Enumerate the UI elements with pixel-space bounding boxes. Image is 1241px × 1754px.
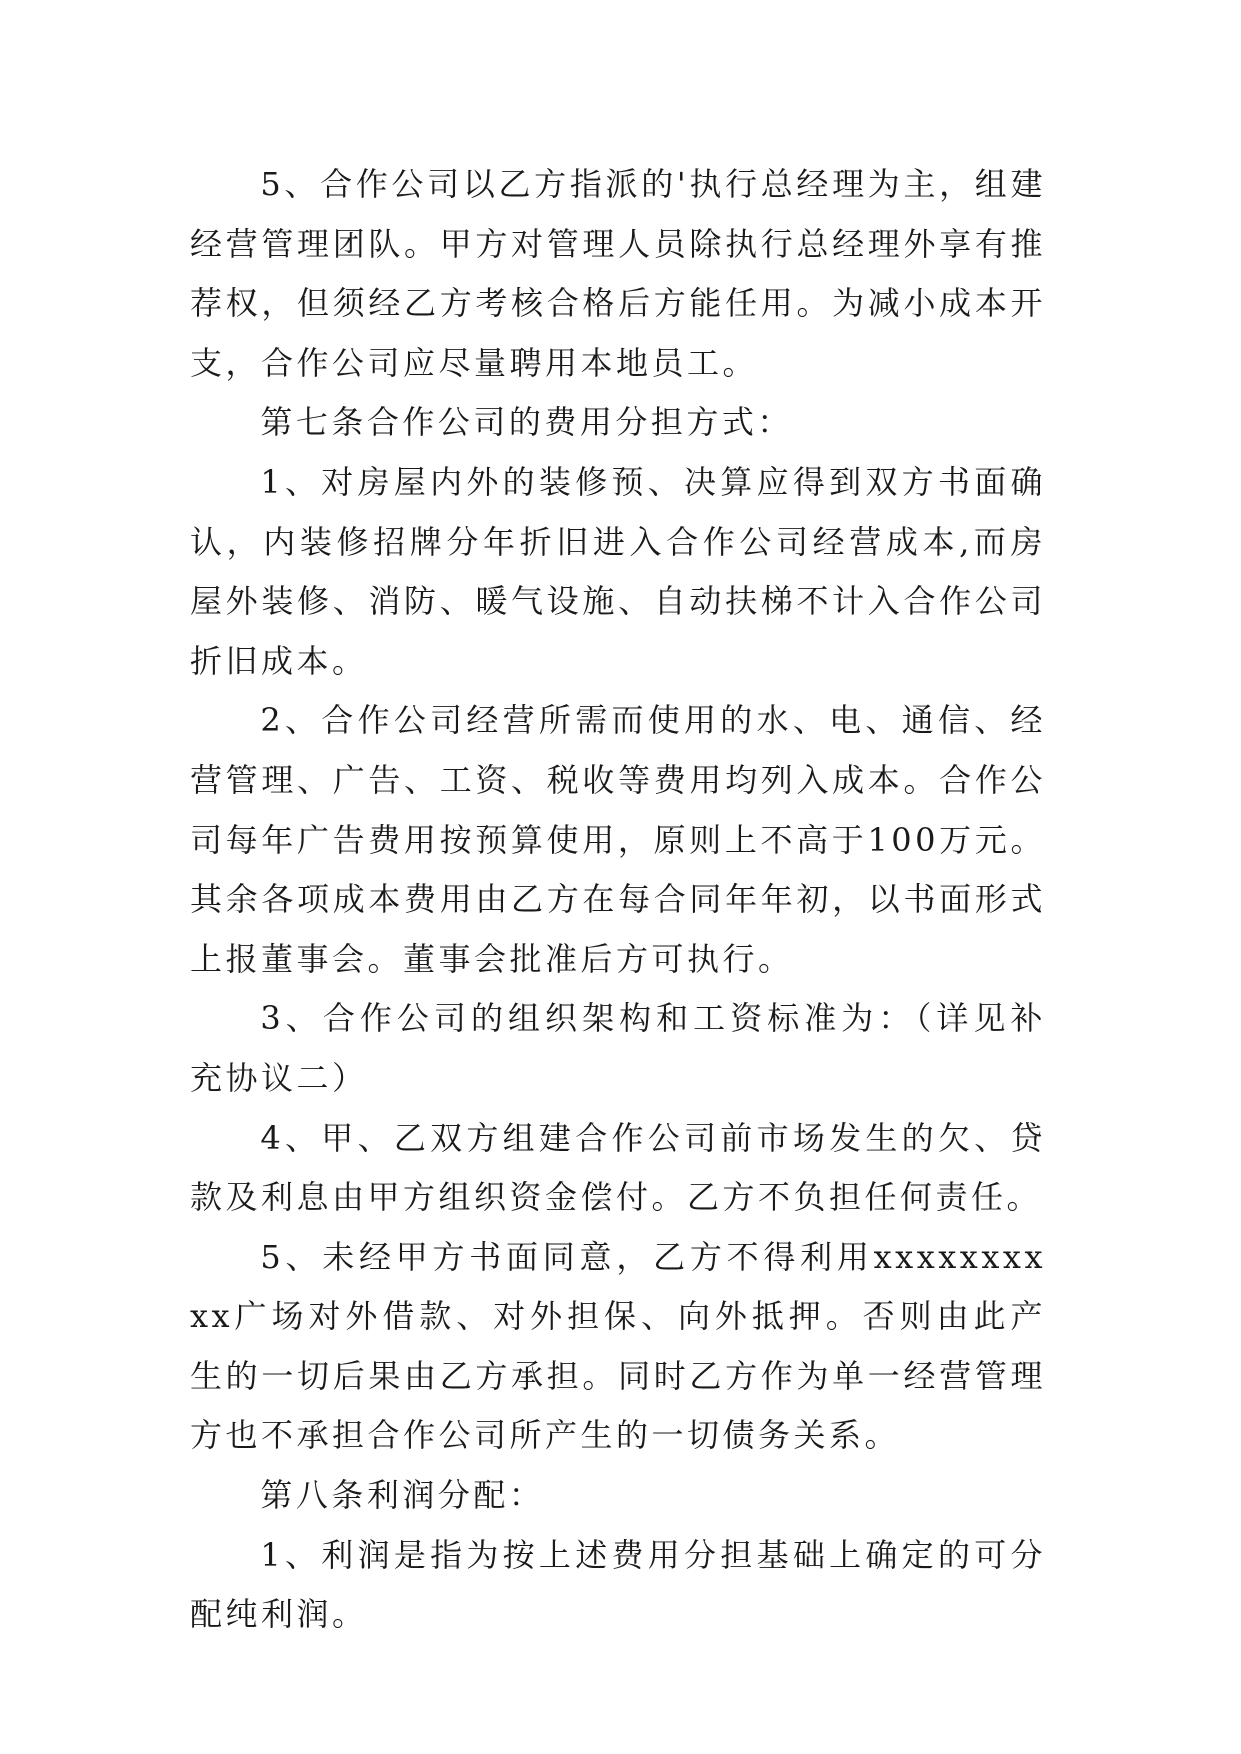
paragraph-item-4-prior-debts: 4、甲、乙双方组建合作公司前市场发生的欠、贷款及利息由甲方组织资金偿付。乙方不负担任何责任。 xyxy=(190,1118,1046,1217)
document-body xyxy=(190,155,1046,1645)
paragraph-item-2-operating-costs: 2、合作公司经营所需而使用的水、电、通信、经营管理、广告、工资、税收等费用均列入成本。合作公司每年广告费用按预算使用，原则上不高于100万元。其余各项成本费用由乙方在每合同年年初，以书面形式上报董事会。董事会批准后方可执行。 xyxy=(190,701,1046,978)
paragraph-item-5-management-team: 5、合作公司以乙方指派的'执行总经理为主，组建经营管理团队。甲方对管理人员除执行总经理外享有推荐权，但须经乙方考核合格后方能任用。为减小成本开支，合作公司应尽量聘用本地员工。 xyxy=(190,165,1046,382)
article-8-heading: 第八条利润分配： xyxy=(260,1476,545,1515)
paragraph-item-3-org-structure: 3、合作公司的组织架构和工资标准为：（详见补充协议二） xyxy=(190,999,1046,1097)
article-7-heading: 第七条合作公司的费用分担方式： xyxy=(260,403,793,442)
paragraph-item-5-borrowing-restriction: 5、未经甲方书面同意，乙方不得利用xxxxxxxxxx广场对外借款、对外担保、向外抵押。否则由此产生的一切后果由乙方承担。同时乙方作为单一经营管理方也不承担合作公司所产生的一切债务关系。 xyxy=(190,1237,1046,1455)
paragraph-item-1-renovation: 1、对房屋内外的装修预、决算应得到双方书面确认，内装修招牌分年折旧进入合作公司经营成本,而房屋外装修、消防、暖气设施、自动扶梯不计入合作公司折旧成本。 xyxy=(190,462,1046,680)
paragraph-item-1-profit-definition: 1、利润是指为按上述费用分担基础上确定的可分配纯利润。 xyxy=(190,1535,1046,1634)
